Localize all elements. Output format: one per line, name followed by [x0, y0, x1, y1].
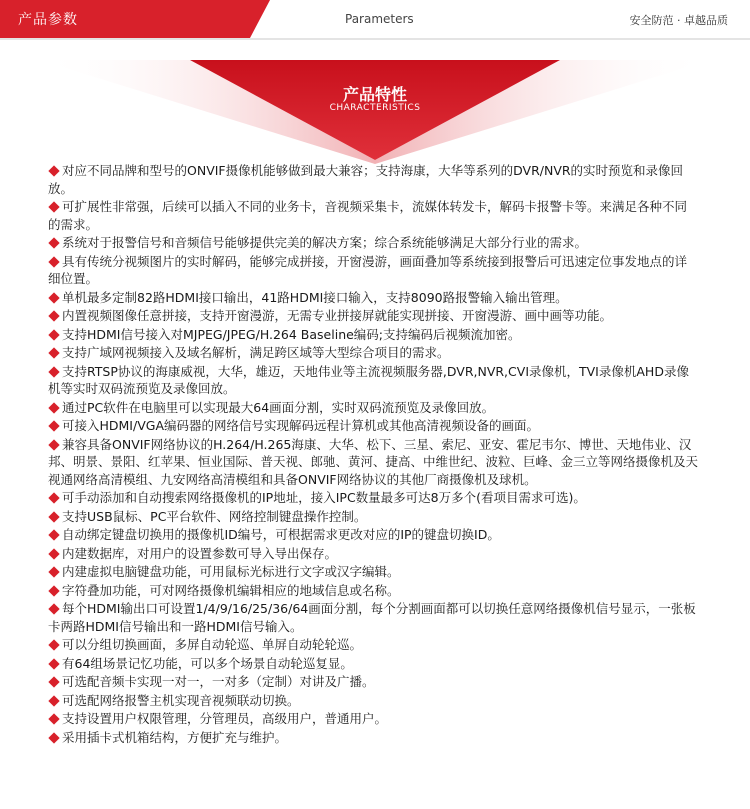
page-header [0, 0, 750, 40]
feature-item [48, 563, 698, 581]
section-label: 产品参数 [18, 12, 78, 28]
feature-text: 字符叠加功能，可对网络摄像机编辑相应的地域信息或名称。 [62, 582, 400, 598]
feature-text: 可接入HDMI/VGA编码器的网络信号实现解码远程计算机或其他高清视频设备的画面。 [62, 418, 539, 433]
diamond-bullet-icon [48, 548, 59, 559]
feature-item [48, 655, 698, 673]
feature-item [48, 508, 698, 526]
characteristics-banner [0, 60, 750, 170]
feature-item [48, 710, 698, 728]
feature-text: 支持设置用户权限管理，分管理员，高级用户，普通用户。 [62, 711, 388, 726]
feature-text: 支持HDMI信号接入对MJPEG/JPEG/H.264 Baseline编码;支持编码后视频流加密。 [62, 326, 521, 342]
diamond-bullet-icon [48, 256, 59, 267]
feature-text: 内置视频图像任意拼接，支持开窗漫游，无需专业拼接屏就能实现拼接、开窗漫游、画中画等功能。 [62, 308, 613, 323]
feature-text: 系统对于报警信号和音频信号能够提供完美的解决方案；综合系统能够满足大部分行业的需求。 [62, 235, 588, 250]
feature-text: 自动绑定键盘切换用的摄像机ID编号，可根据需求更改对应的IP的键盘切换ID。 [62, 527, 500, 542]
feature-item [48, 545, 698, 563]
diamond-bullet-icon [48, 658, 59, 669]
feature-text: 支持RTSP协议的海康威视，大华，雄迈，天地伟业等主流视频服务器,DVR,NVR,CVI录像机，TVI录像机AHD录像机等实时双码流预览及录像回放。 [48, 363, 689, 396]
diamond-bullet-icon [48, 566, 59, 577]
feature-text: 可选配网络报警主机实现音视频联动切换。 [62, 692, 300, 708]
feature-list [48, 162, 698, 747]
diamond-bullet-icon [48, 366, 59, 377]
banner-subtitle: CHARACTERISTICS [329, 103, 421, 113]
diamond-bullet-icon [48, 347, 59, 358]
feature-item [48, 344, 698, 362]
feature-text: 可以分组切换画面，多屏自动轮巡、单屏自动轮轮巡。 [62, 637, 363, 652]
feature-item [48, 436, 698, 489]
feature-text: 支持广域网视频接入及域名解析，满足跨区域等大型综合项目的需求。 [62, 345, 450, 360]
diamond-bullet-icon [48, 420, 59, 431]
feature-text: 通过PC软件在电脑里可以实现最大64画面分割，实时双码流预览及录像回放。 [62, 399, 495, 415]
feature-item [48, 417, 698, 435]
diamond-bullet-icon [48, 329, 59, 340]
feature-text: 可手动添加和自动搜索网络摄像机的IP地址，接入IPC数量最多可达8万多个(看项目需求可选)。 [62, 490, 586, 505]
slogan: 安全防范 · 卓越品质 [629, 14, 728, 27]
feature-text: 可扩展性非常强，后续可以插入不同的业务卡，音视频采集卡，流媒体转发卡，解码卡报警卡等。来满足各种不同的需求。 [48, 199, 688, 232]
feature-item [48, 673, 698, 691]
diamond-bullet-icon [48, 529, 59, 540]
diamond-bullet-icon [48, 511, 59, 522]
feature-text: 采用插卡式机箱结构，方便扩充与维护。 [62, 729, 288, 745]
feature-item [48, 234, 698, 252]
diamond-bullet-icon [48, 402, 59, 413]
diamond-bullet-icon [48, 676, 59, 687]
diamond-bullet-icon [48, 639, 59, 650]
feature-item [48, 600, 698, 635]
feature-text: 对应不同品牌和型号的ONVIF摄像机能够做到最大兼容；支持海康，大华等系列的DVR/NVR的实时预览和录像回放。 [48, 163, 684, 196]
diamond-bullet-icon [48, 292, 59, 303]
feature-text: 内建数据库，对用户的设置参数可导入导出保存。 [62, 545, 338, 561]
feature-text: 兼容具备ONVIF网络协议的H.264/H.265海康、大华、松下、三星、索尼、亚安、霍尼韦尔、博世、天地伟业、汉邦、明景、景阳、红苹果、恒业国际、普天视、郎驰、黄河、捷高、中维世纪、波粒、巨峰、金三立等网络摄像机及天视通网络高清模组、九安网络高清模组和具备ONVIF网络协议的其他厂商摄像机及球机。 [48, 436, 699, 487]
feature-item [48, 289, 698, 307]
diamond-bullet-icon [48, 165, 59, 176]
parameters-label: Parameters [345, 12, 414, 26]
feature-item [48, 692, 698, 710]
diamond-bullet-icon [48, 492, 59, 503]
feature-text: 内建虚拟电脑键盘功能，可用鼠标光标进行文字或汉字编辑。 [62, 564, 400, 579]
feature-text: 支持USB鼠标、PC平台软件、网络控制键盘操作控制。 [62, 508, 367, 524]
diamond-bullet-icon [48, 585, 59, 596]
feature-item [48, 489, 698, 507]
diamond-bullet-icon [48, 439, 59, 450]
banner-title: 产品特性 [342, 85, 407, 104]
feature-text: 单机最多定制82路HDMI接口输出，41路HDMI接口输入，支持8090路报警输入输出管理。 [62, 289, 568, 305]
diamond-bullet-icon [48, 603, 59, 614]
diamond-bullet-icon [48, 695, 59, 706]
feature-item [48, 636, 698, 654]
diamond-bullet-icon [48, 732, 59, 743]
feature-item [48, 526, 698, 544]
feature-text: 具有传统分视频图片的实时解码，能够完成拼接，开窗漫游，画面叠加等系统接到报警后可迅速定位事发地点的详细位置。 [48, 253, 688, 286]
feature-item [48, 253, 698, 288]
feature-text: 每个HDMI输出口可设置1/4/9/16/25/36/64画面分割，每个分割画面都可以切换任意网络摄像机信号显示，一张板卡两路HDMI信号输出和一路HDMI信号输入。 [48, 601, 696, 634]
feature-item [48, 307, 698, 325]
feature-item [48, 162, 698, 197]
feature-item [48, 363, 698, 398]
feature-item [48, 326, 698, 344]
feature-item [48, 582, 698, 600]
diamond-bullet-icon [48, 310, 59, 321]
feature-item [48, 729, 698, 747]
feature-text: 有64组场景记忆功能，可以多个场景自动轮巡复显。 [62, 655, 353, 671]
feature-item [48, 399, 698, 417]
feature-item [48, 198, 698, 233]
feature-text: 可选配音频卡实现一对一，一对多（定制）对讲及广播。 [62, 674, 375, 689]
diamond-bullet-icon [48, 237, 59, 248]
diamond-bullet-icon [48, 713, 59, 724]
banner-chevron-icon [0, 60, 750, 170]
diamond-bullet-icon [48, 201, 59, 212]
